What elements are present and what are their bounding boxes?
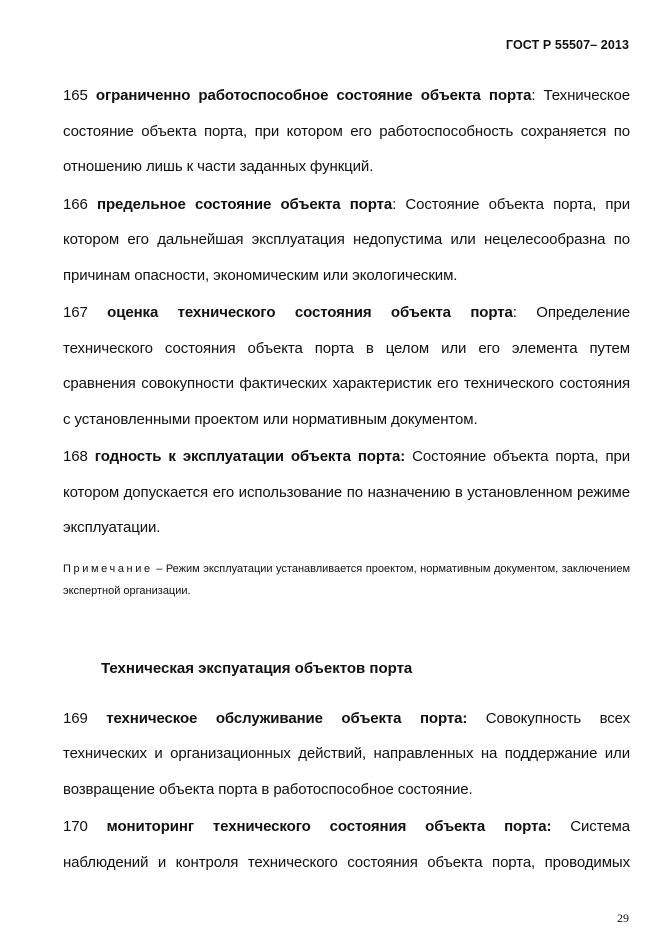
entry-definition: Совокупность всех технических и организационных действий, направленных на поддержание или возвращение объекта порта в работоспособное состояние. xyxy=(63,709,630,798)
term-entry-170 xyxy=(63,809,630,880)
entry-number: 168 xyxy=(63,448,88,465)
entry-term: техническое обслуживание объекта порта: xyxy=(106,709,468,727)
entry-number: 165 xyxy=(63,87,88,104)
entry-number: 167 xyxy=(63,304,88,321)
note-label: Примечание xyxy=(63,562,153,575)
entry-number: 170 xyxy=(63,818,88,835)
entry-term: мониторинг технического состояния объекта порта: xyxy=(106,818,552,835)
term-entry-168 xyxy=(63,439,630,546)
standard-code-header: ГОСТ Р 55507– 2013 xyxy=(505,38,629,52)
entry-number: 169 xyxy=(63,709,88,727)
entry-term: ограниченно работоспособное состояние объекта порта xyxy=(95,87,532,104)
note-text: Режим эксплуатации устанавливается проектом, нормативным документом, заключением экспертной организации. xyxy=(63,562,631,597)
term-entry-169 xyxy=(63,701,630,808)
entry-definition: Состояние объекта порта, при котором его дальнейшая эксплуатация недопустима или нецелесообразна по причинам опасности, экономическим или экологическим. xyxy=(63,195,630,284)
term-entry-167 xyxy=(63,295,630,437)
entry-term: годность к эксплуатации объекта порта: xyxy=(94,448,406,465)
entry-definition: Техническое состояние объекта порта, при котором его работоспособность сохраняется по отношению лишь к части заданных функций. xyxy=(63,87,630,175)
term-entry-165 xyxy=(63,78,630,185)
entry-term: предельное состояние объекта порта xyxy=(96,195,393,213)
entry-separator: : xyxy=(531,87,536,104)
document-body xyxy=(63,78,630,882)
term-entry-166 xyxy=(63,187,630,294)
entry-definition: Определение технического состояния объекта порта в целом или его элемента путем сравнения совокупности фактических характеристик его технического состояния с установленными проектом или нормативным документом. xyxy=(63,304,630,428)
entry-definition: Состояние объекта порта, при котором допускается его использование по назначению в установленном режиме эксплуатации. xyxy=(63,448,630,536)
entry-separator: : xyxy=(392,195,397,213)
entry-definition: Система наблюдений и контроля технического состояния объекта порта, проводимых xyxy=(63,818,630,871)
entry-number: 166 xyxy=(63,195,88,213)
entry-term: оценка технического состояния объекта порта xyxy=(107,304,513,321)
entry-separator: : xyxy=(512,304,517,321)
note-block xyxy=(63,558,630,602)
section-heading: Техническая экспуатация объектов порта xyxy=(101,659,413,677)
page-number: 29 xyxy=(617,911,629,925)
note-dash: – xyxy=(156,562,163,575)
